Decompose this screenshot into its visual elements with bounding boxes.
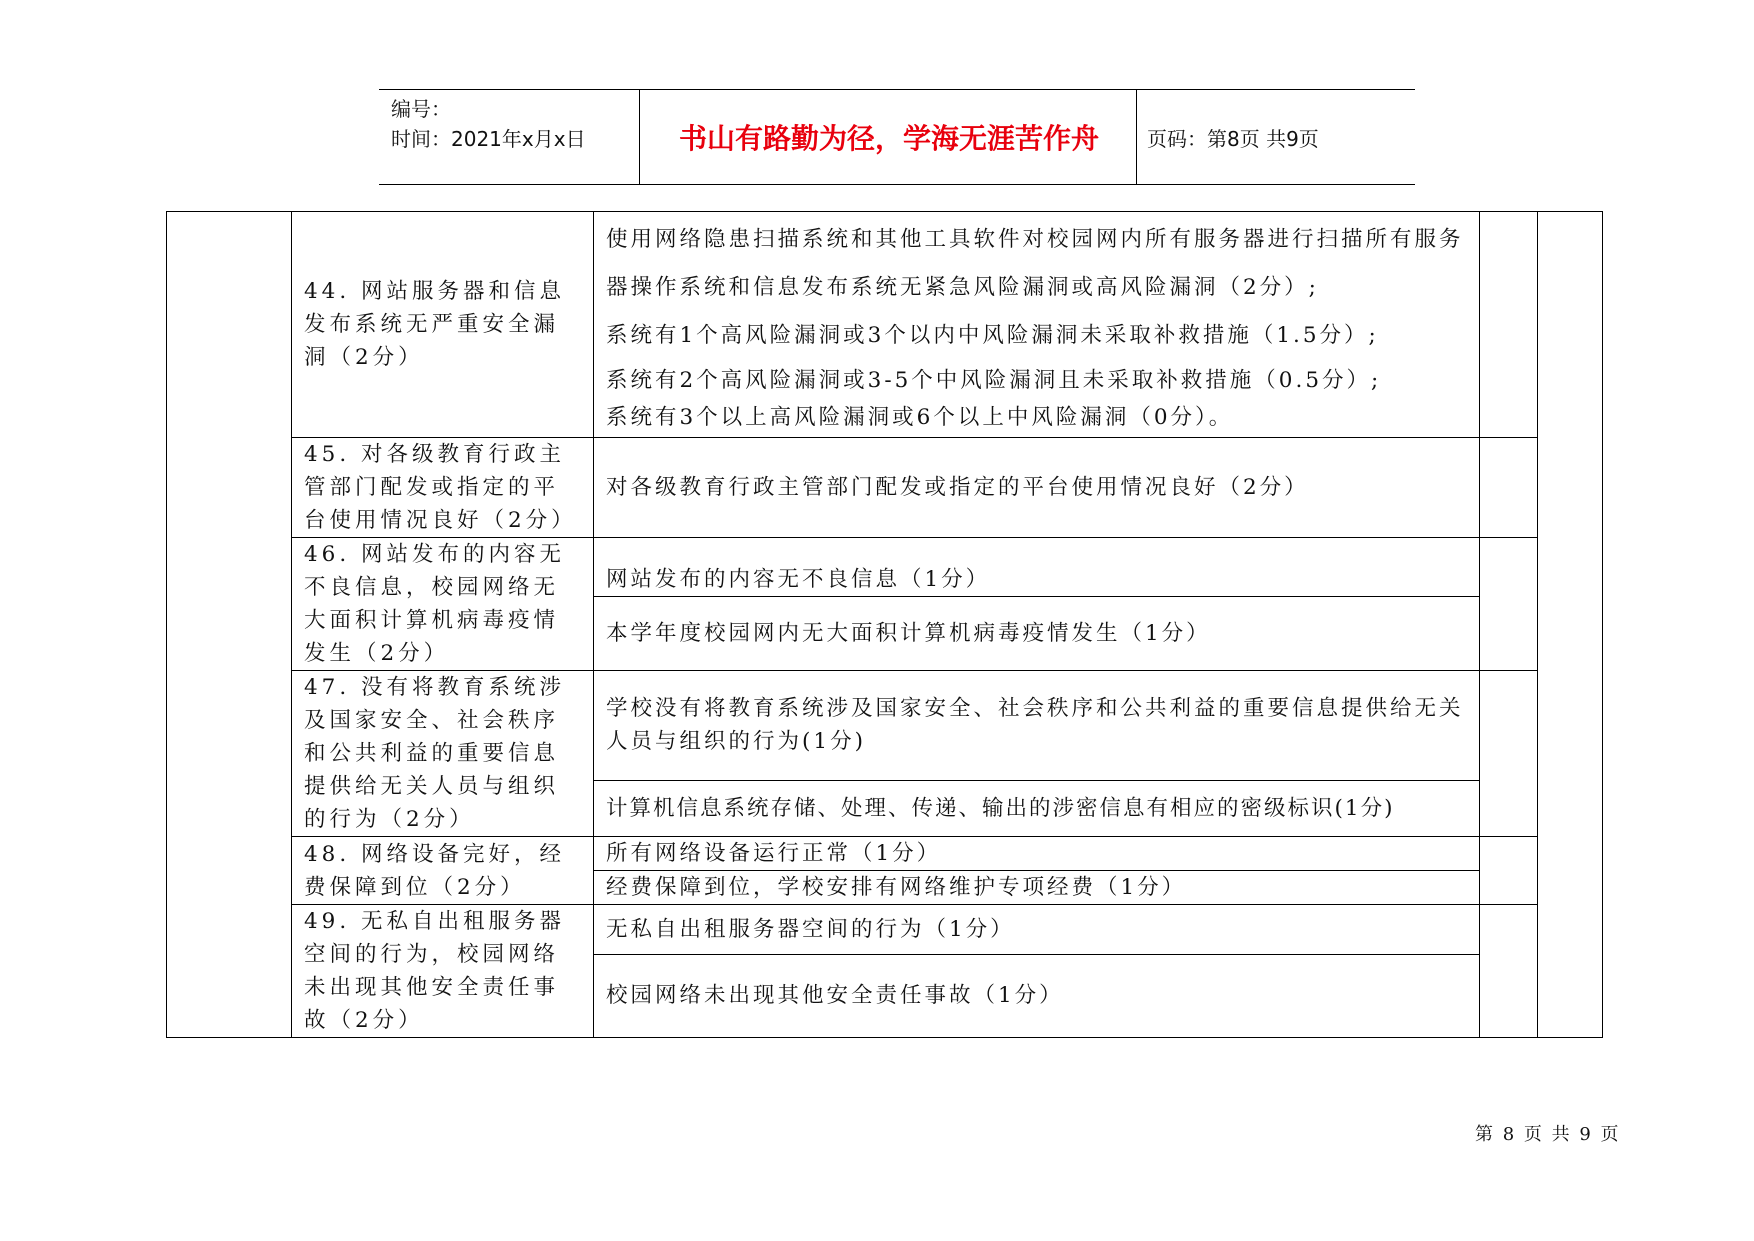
criterion-cell: 46. 网站发布的内容无不良信息，校园网络无大面积计算机病毒疫情发生（2分） <box>292 538 594 671</box>
detail-cell: 经费保障到位，学校安排有网络维护专项经费（1分） <box>594 871 1480 905</box>
score-cell <box>1480 212 1538 438</box>
detail-text: 使用网络隐患扫描系统和其他工具软件对校园网内所有服务器进行扫描所有服务器操作系统和信息发布系统无紧急风险漏洞或高风险漏洞（2分）; <box>606 226 1464 300</box>
time-label: 时间：2021年x月x日 <box>391 127 586 151</box>
criterion-cell: 49. 无私自出租服务器空间的行为，校园网络未出现其他安全责任事故（2分） <box>292 905 594 1038</box>
detail-cell: 校园网络未出现其他安全责任事故（1分） <box>594 954 1480 1037</box>
evaluation-table <box>166 211 1603 1038</box>
score-cell <box>1480 438 1538 538</box>
criterion-cell: 45. 对各级教育行政主管部门配发或指定的平台使用情况良好（2分） <box>292 438 594 538</box>
detail-cell: 对各级教育行政主管部门配发或指定的平台使用情况良好（2分） <box>594 438 1480 538</box>
remark-cell <box>1538 212 1603 1038</box>
criterion-cell: 44. 网站服务器和信息发布系统无严重安全漏洞（2分） <box>292 212 594 438</box>
detail-cell <box>594 212 1480 438</box>
table-row <box>167 671 1603 781</box>
table-row <box>167 538 1603 597</box>
table-row <box>167 905 1603 955</box>
table-row <box>167 837 1603 871</box>
page-footer: 第 8 页 共 9 页 <box>1475 1124 1621 1145</box>
detail-text: 系统有3个以上高风险漏洞或6个以上中风险漏洞（0分）。 <box>606 404 1234 430</box>
detail-text: 系统有1个高风险漏洞或3个以内中风险漏洞未采取补救措施（1.5分）; <box>606 322 1379 348</box>
detail-cell: 本学年度校园网内无大面积计算机病毒疫情发生（1分） <box>594 596 1480 670</box>
detail-cell: 学校没有将教育系统涉及国家安全、社会秩序和公共利益的重要信息提供给无关人员与组织的行为(1分) <box>594 671 1480 781</box>
header-divider <box>639 90 640 184</box>
criterion-cell: 47. 没有将教育系统涉及国家安全、社会秩序和公共利益的重要信息提供给无关人员与组织的行为（2分） <box>292 671 594 837</box>
header-motto: 书山有路勤为径，学海无涯苦作舟 <box>678 122 1099 155</box>
header-divider <box>1136 90 1137 184</box>
table-row <box>167 438 1603 538</box>
criterion-cell: 48. 网络设备完好，经费保障到位（2分） <box>292 837 594 905</box>
detail-text: 系统有2个高风险漏洞或3-5个中风险漏洞且未采取补救措施（0.5分）; <box>606 367 1382 393</box>
score-cell <box>1480 671 1538 837</box>
detail-cell: 无私自出租服务器空间的行为（1分） <box>594 905 1480 955</box>
header-meta <box>391 94 586 154</box>
detail-cell: 网站发布的内容无不良信息（1分） <box>594 538 1480 597</box>
score-cell <box>1480 837 1538 905</box>
number-label: 编号： <box>391 97 451 121</box>
detail-cell: 所有网络设备运行正常（1分） <box>594 837 1480 871</box>
table-row <box>167 212 1603 438</box>
score-cell <box>1480 538 1538 671</box>
category-cell <box>167 212 292 1038</box>
detail-cell: 计算机信息系统存储、处理、传递、输出的涉密信息有相应的密级标识(1分) <box>594 780 1480 836</box>
score-cell <box>1480 905 1538 1038</box>
header-page-info: 页码：第8页 共9页 <box>1147 126 1319 151</box>
page-header <box>379 89 1415 185</box>
